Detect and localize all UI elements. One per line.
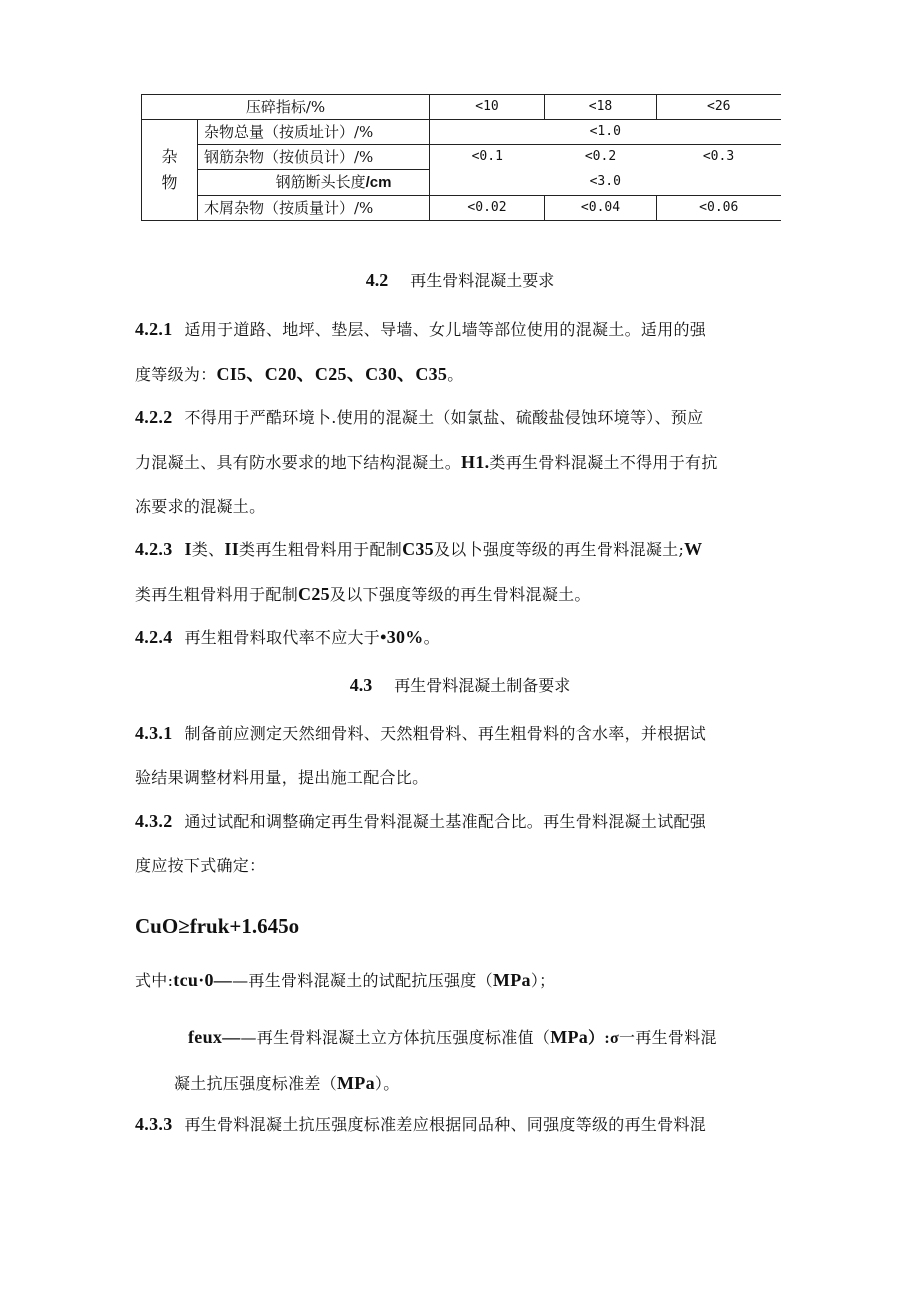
strength-formula: CuO≥fruk+1.645o xyxy=(135,914,300,938)
crush-index-label: 压碎指标/% xyxy=(142,95,430,120)
table-cell: <0.04 xyxy=(545,196,657,221)
section-heading-4-3: 4.3 再生骨料混凝土制备要求 xyxy=(349,675,571,695)
table-cell: <0.02 xyxy=(430,196,545,221)
rebar-impurity-label: 钢筋杂物（按侦员计）/% xyxy=(198,145,430,170)
formula-where-line-1: 式中:tcu·0——再生骨料混凝土的试配抗压强度（MPa）； xyxy=(135,970,556,990)
impurity-group-label: 杂 物 xyxy=(142,120,198,221)
table-cell: <1.0 xyxy=(430,120,781,145)
table-cell: <10 xyxy=(430,95,545,120)
table-cell: <3.0 xyxy=(589,174,621,190)
paragraph-4-3-3: 4.3.3 再生骨料混凝土抗压强度标准差应根据同品种、同强度等级的再生骨料混 xyxy=(135,1114,707,1134)
formula-where-line-2: feux——再生骨料混凝土立方体抗压强度标准值（MPa）:σ一再生骨料混 凝土抗压强度标准差（MPa）。 xyxy=(174,1027,717,1093)
section-heading-4-2: 4.2 再生骨料混凝土要求 xyxy=(365,270,555,290)
aggregate-spec-table xyxy=(141,94,781,221)
paragraph-4-3-1: 4.3.1 制备前应测定天然细骨料、天然粗骨料、再生粗骨料的含水率，并根据试 验结果调整材料用量，提出施工配合比。 xyxy=(135,723,707,787)
table-cell: <0.06 xyxy=(657,196,781,221)
wood-impurity-label: 木屑杂物（按质量计）/% xyxy=(198,196,430,221)
table-cell: <26 xyxy=(657,95,781,120)
paragraph-4-3-2: 4.3.2 通过试配和调整确定再生骨料混凝土基准配合比。再生骨料混凝土试配强 度应按下式确定： xyxy=(135,811,707,875)
table-row xyxy=(142,120,781,145)
rebar-length-label: 钢筋断头长度/cm xyxy=(198,170,430,196)
paragraph-4-2-3: 4.2.3 I类、II类再生粗骨料用于配制C35及以卜强度等级的再生骨料混凝土;W 类再生粗骨料用于配制C25及以下强度等级的再生骨料混凝土。 xyxy=(135,539,703,604)
table-row xyxy=(142,145,781,170)
paragraph-4-2-2: 4.2.2 不得用于严酷环境卜.使用的混凝土（如氯盐、硫酸盐侵蚀环境等）、预应 力混凝土、具有防水要求的地下结构混凝土。H1.类再生骨料混凝土不得用于有抗 冻要求的混凝土。 xyxy=(135,407,718,516)
table-cell: <0.2 xyxy=(584,149,617,165)
table-row xyxy=(142,170,781,196)
table-row xyxy=(142,196,781,221)
table-row xyxy=(142,95,781,120)
table-cell: <18 xyxy=(545,95,657,120)
total-impurity-label: 杂物总量（按质址计）/% xyxy=(198,120,430,145)
table-cell: <0.1 xyxy=(471,149,503,165)
table-cell: <0.3 xyxy=(702,149,735,165)
paragraph-4-2-1: 4.2.1 适用于道路、地坪、垫层、导墙、女儿墙等部位使用的混凝土。适用的强 度等级为：CI5、C20、C25、C30、C35。 xyxy=(135,319,707,384)
paragraph-4-2-4: 4.2.4 再生粗骨料取代率不应大于•30%。 xyxy=(135,627,440,647)
